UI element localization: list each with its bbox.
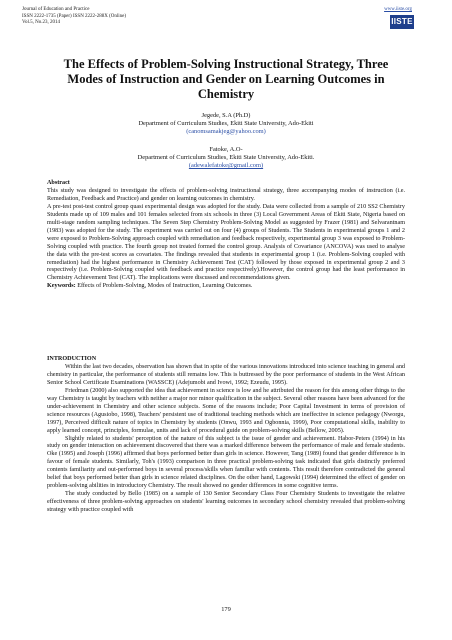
abstract-section [47, 180, 405, 291]
author-name: Jegede, S.A (Ph.D) [201, 112, 251, 119]
body-paragraph: Slightly related to students' perception of the nature of this subject is the issue of gender and achievement. Habor-Peters (1994) in his study on gender interaction on achievement discovered that there was a marked difference between the performance of male and female students. Oke (1995) and Joseph (1996) affirmed that boys performed better than girls in science. However, Tang (1989) found that gender difference is in favour of female students. Similarly, Toh's (1993) comparison in three practical problem-solving task indicated that girls distinctly preferred contents familiarity and out-performed boys in several process/skills when familiar with contents. This result therefore contradicted the general belief that boys performed better than girls in science related disciplines. On the other hand, Lagowski (1994) determined the effect of gender on problem-solving abilities in introductory Chemistry. The result showed no gender differences in some cognitive terms. [47, 435, 405, 490]
body-paragraph: The study conducted by Bello (1985) on a sample of 130 Senior Secondary Class Four Chemistry Students to investigate the relative effectiveness of three problem-solving approaches on students' learning outcomes in secondary school chemistry revealed that problem-solving strategy with practice coupled with [47, 491, 405, 514]
paper-title: The Effects of Problem-Solving Instructional Strategy, Three Modes of Instruction and Gender on Learning Outcomes in Chemistry [63, 57, 389, 101]
journal-header [22, 7, 126, 27]
introduction-section [47, 356, 405, 515]
author-block-1 [47, 112, 405, 136]
author-block-2 [47, 146, 405, 170]
page-number: 179 [221, 606, 231, 613]
iiste-logo: IISTE [390, 15, 414, 29]
author-affiliation: Department of Curriculum Studies, Ekiti State University, Ado-Ekiti [138, 120, 314, 127]
author-email[interactable]: (canomsamakjeg@yahoo.com) [186, 128, 266, 135]
keywords-text: Effects of Problem-Solving, Modes of Instruction, Learning Outcomes. [75, 283, 253, 290]
introduction-heading: INTRODUCTION [47, 356, 97, 362]
keywords-label: Keywords: [47, 283, 76, 290]
author-email[interactable]: (adewalefatoke@gmail.com) [188, 162, 264, 169]
abstract-paragraph: This study was designed to investigate the effects of problem-solving instructional strategy, three accompanying modes of instruction (i.e. Remediation, Feedback and Practice) and gender on learning outcomes in chemistry. [47, 187, 405, 202]
author-name: Fatoke, A.O- [209, 146, 243, 153]
journal-name: Journal of Education and Practice [22, 7, 90, 12]
abstract-paragraph: A pre-test post-test control group quasi experimental design was adopted for the study. Data were collected from a sample of 210 SS2 Chemistry Students made up of 109 males and 101 females selected from six schools in three (3) Local Government Areas of Ekiti State, Nigeria based on multi-stage random sampling techniques. The Seven Step Chemistry Problem-Solving Model as suggested by Frazer (1981) and Selvarantnam (1983) was adopted for the study. The experiment was carried out on four (4) groups of Students. The Students in experimental groups 1 and 2 were exposed to Problem-Solving approach coupled with remediation and feedback respectively, experimental group 3 was exposed to Problem-Solving coupled with practice. The fourth group not treated formed the control group. Analysis of Covariance (ANCOVA) was used to analyse the data with the pre-test scores as covariates. The findings revealed that students in experimental group 1 (i.e. Problem-Solving coupled with remediation) had the highest performance in Chemistry Achievement Test (CAT) followed by those exposed in experimental group 2 and 3 respectively (i.e. Problem-Solving coupled with feedback and practice respectively).However, the control group had the least performance in Chemistry Achievement Test (CAT). The implications were discussed and recommendations given. [47, 203, 405, 282]
journal-issn: ISSN 2222-1735 (Paper) ISSN 2222-288X (Online) [22, 13, 127, 19]
body-paragraph: Within the last two decades, observation has shown that in spite of the various innovations introduced into science teaching in general and chemistry in particular, the performance of students still remains low. This is buttressed by the poor performance of students in the West African Senior School Certificate Examinations (WASSCE) (Adejumobi and Ivowi, 1992; Ezeudu, 1995). [47, 363, 405, 386]
abstract-heading: Abstract [47, 180, 70, 186]
keywords-line [47, 283, 405, 291]
journal-volume: Vol.5, No.23, 2014 [22, 20, 60, 26]
journal-website-link[interactable]: www.iiste.org [384, 7, 412, 12]
author-affiliation: Department of Curriculum Studies, Ekiti State University, Ado-Ekiti. [137, 154, 315, 161]
body-paragraph: Friedman (2000) also supported the idea that achievement in science is low and he attributed the reason for this among other things to the way Chemistry is taught by teachers with neither a major nor minor qualification in the subject. Several other reasons have been advanced for the under-achievement in Chemistry and other science subjects. Some of the reasons include; Poor Capital Investment in terms of provision of science resources (Agusiobo, 1998), Teachers' persistent use of traditional teaching methods which are ineffective in science pedagogy (Nworgu, 1997), Perceived difficult nature of topics in Chemistry by students (Onwu, 1993 and Ogbonnia, 1999), Poor computational skills, inability to apply learned concept, principles, formulae, units and lack of procedural guide on problem-solving skills (Bellow, 2005). [47, 387, 405, 434]
